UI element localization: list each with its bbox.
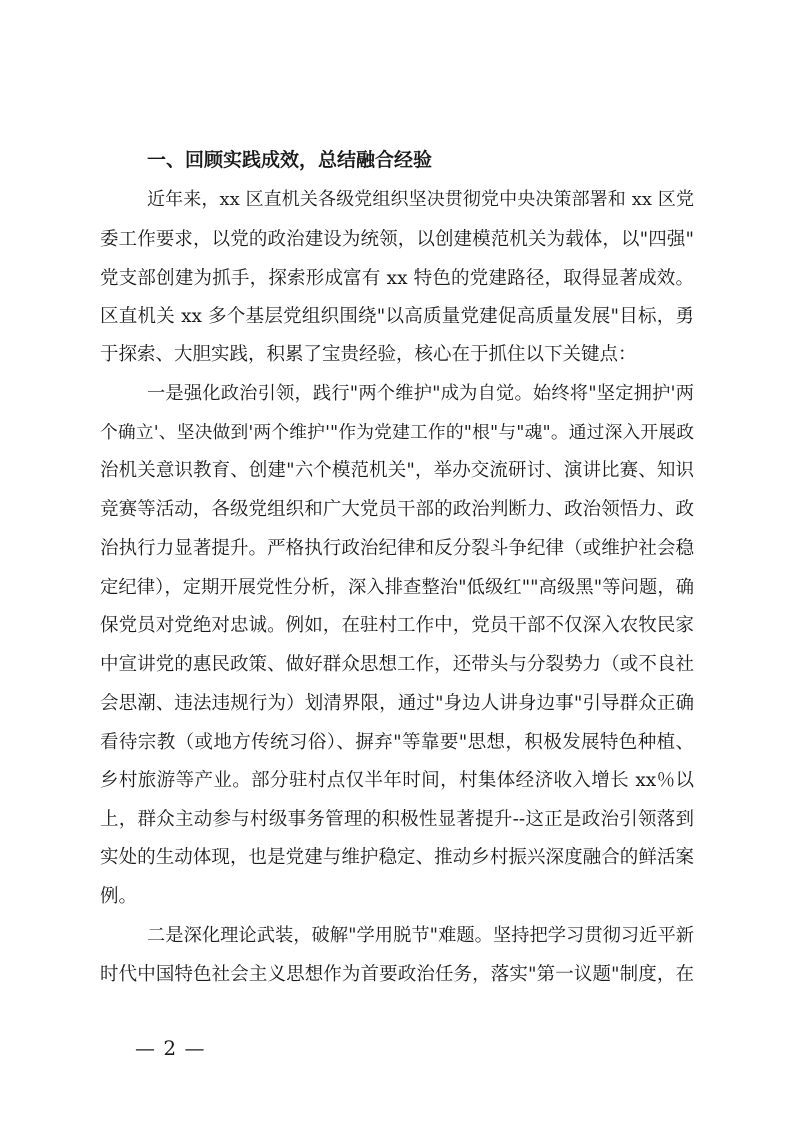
section-heading: 一、回顾实践成效，总结融合经验 <box>147 149 433 171</box>
paragraph-line: 一是强化政治引领，践行"两个维护"成为自觉。始终将"坚定拥护'两 <box>147 383 694 404</box>
paragraph-line: 乡村旅游等产业。部分驻村点仅半年时间，村集体经济收入增长 xx％以 <box>100 770 694 791</box>
paragraph-line: 实处的生动体现，也是党建与维护稳定、推动乡村振兴深度融合的鲜活案 <box>100 847 694 868</box>
paragraph-line: 看待宗教（或地方传统习俗）、摒弃"等靠要"思想，积极发展特色种植、 <box>100 732 694 753</box>
paragraph-line: 近年来，xx 区直机关各级党组织坚决贯彻党中央决策部署和 xx 区党 <box>147 189 694 210</box>
paragraph-line: 竞赛等活动，各级党组织和广大党员干部的政治判断力、政治领悟力、政 <box>100 499 694 520</box>
paragraph-line: 保党员对党绝对忠诚。例如，在驻村工作中，党员干部不仅深入农牧民家 <box>100 615 694 636</box>
paragraph-line: 例。 <box>100 886 138 907</box>
page-number: — 2 — <box>135 1036 206 1060</box>
paragraph-line: 区直机关 xx 多个基层党组织围绕"以高质量党建促高质量发展"目标，勇 <box>100 306 694 327</box>
paragraph-line: 个确立'、坚决做到'两个维护'"作为党建工作的"根"与"魂"。通过深入开展政 <box>100 423 694 443</box>
paragraph-line: 会思潮、违法违规行为）划清界限，通过"身边人讲身边事"引导群众正确 <box>100 693 694 714</box>
paragraph-line: 于探索、大胆实践，积累了宝贵经验，核心在于抓住以下关键点： <box>100 344 637 365</box>
paragraph-line: 中宣讲党的惠民政策、做好群众思想工作，还带头与分裂势力（或不良社 <box>100 654 694 675</box>
paragraph-line: 二是深化理论武装，破解"学用脱节"难题。坚持把学习贯彻习近平新 <box>147 925 694 946</box>
paragraph-line: 党支部创建为抓手，探索形成富有 xx 特色的党建路径，取得显著成效。 <box>100 268 694 289</box>
paragraph-line: 治执行力显著提升。严格执行政治纪律和反分裂斗争纪律（或维护社会稳 <box>100 538 694 559</box>
paragraph-line: 委工作要求，以党的政治建设为统领，以创建模范机关为载体，以"四强" <box>100 229 694 250</box>
paragraph-line: 定纪律），定期开展党性分析，深入排查整治"低级红""高级黑"等问题，确 <box>100 577 694 598</box>
paragraph-line: 治机关意识教育、创建"六个模范机关"，举办交流研讨、演讲比赛、知识 <box>100 460 694 481</box>
paragraph-line: 时代中国特色社会主义思想作为首要政治任务，落实"第一议题"制度，在 <box>100 964 694 985</box>
paragraph-line: 上，群众主动参与村级事务管理的积极性显著提升--这正是政治引领落到 <box>100 809 694 830</box>
